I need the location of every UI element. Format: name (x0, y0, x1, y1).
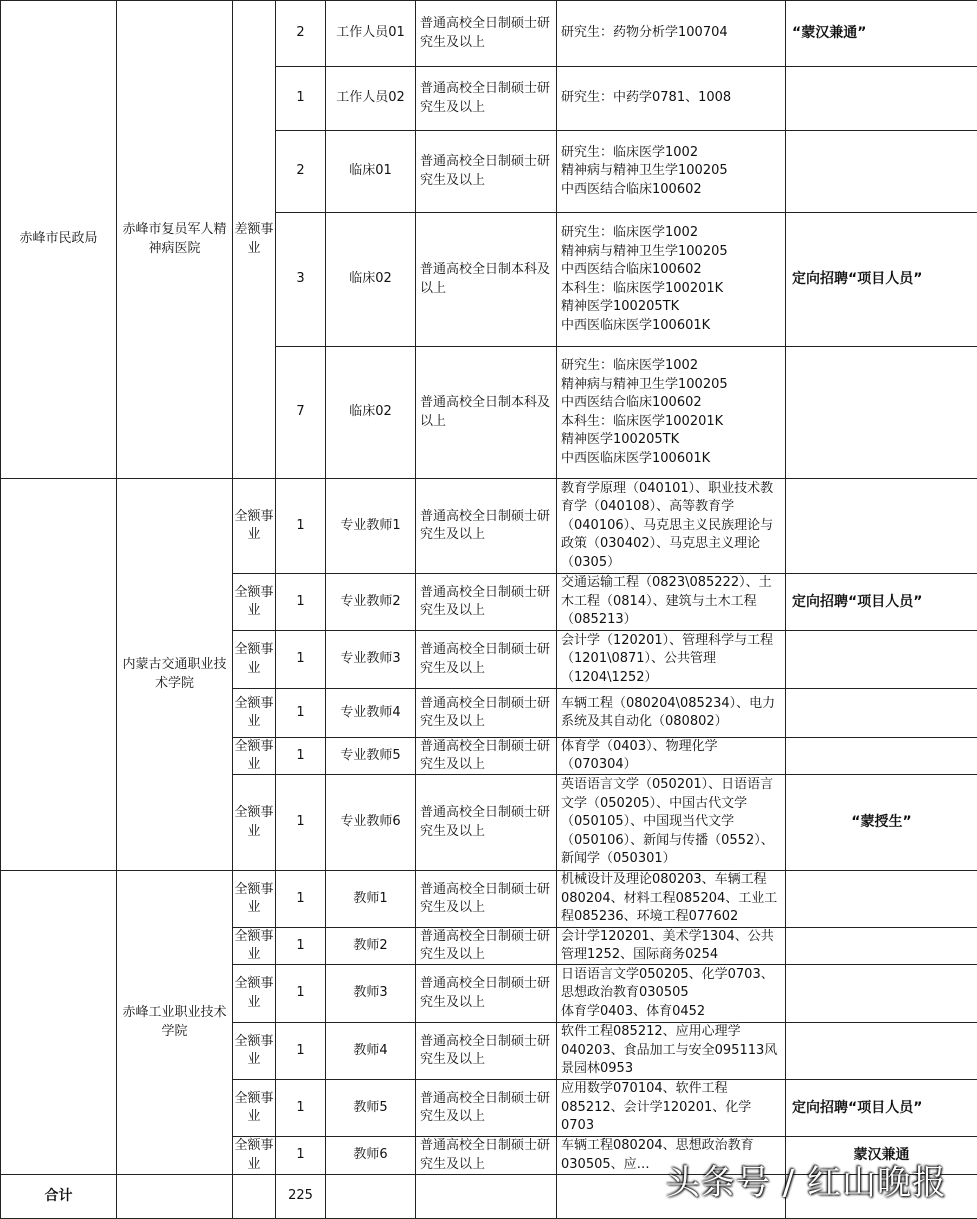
type-cell (232, 964, 276, 1023)
major-cell-text: 教育学原理（040101）、职业技术教育学（040108）、高等教育学（040106）、马克思主义民族理论与政策（030402）、马克思主义理论（0305） (561, 480, 774, 570)
count-cell-text: 1 (296, 1099, 305, 1115)
count-cell-text: 1 (296, 90, 305, 106)
major-cell (556, 212, 786, 347)
count-cell-text: 1 (296, 890, 305, 906)
watermark: 头条号 / 红山晚报 (665, 1163, 947, 1203)
position-cell (325, 688, 416, 738)
education-cell (415, 1022, 557, 1080)
position-cell (325, 737, 416, 775)
count-cell (275, 478, 326, 574)
count-cell-text: 1 (296, 1147, 305, 1163)
unit-cell-text: 内蒙古交通职业技术学院 (122, 657, 227, 691)
major-cell-text: 体育学（0403）、物理化学（070304） (561, 738, 718, 772)
education-cell-text: 普通高校全日制硕士研究生及以上 (420, 1090, 551, 1124)
education-cell-text: 普通高校全日制硕士研究生及以上 (420, 976, 551, 1010)
count-cell (275, 774, 326, 871)
position-cell (325, 630, 416, 689)
count-cell (275, 130, 326, 213)
note-cell-text: 定向招聘“项目人员” (792, 271, 923, 288)
note-cell (785, 870, 977, 928)
education-cell-text: 普通高校全日制本科及以上 (420, 395, 551, 429)
type-cell-text: 全额事业 (234, 642, 274, 676)
count-cell (275, 870, 326, 928)
position-cell (325, 927, 416, 965)
major-cell-text: 研究生：临床医学1002 精神病与精神卫生学100205 中西医结合临床100602 (561, 144, 728, 197)
type-cell-text: 全额事业 (234, 1090, 274, 1124)
position-cell-text: 教师2 (353, 937, 388, 953)
position-cell-text: 专业教师5 (340, 747, 401, 763)
major-cell (556, 630, 786, 689)
type-cell-text: 全额事业 (234, 584, 274, 618)
type-cell (232, 0, 276, 479)
education-cell (415, 573, 557, 631)
major-cell (556, 737, 786, 775)
major-cell (556, 870, 786, 928)
education-cell (415, 346, 557, 479)
type-cell-text: 全额事业 (234, 881, 274, 915)
unit-cell-text: 赤峰市复员军人精神病医院 (122, 222, 227, 256)
count-cell-text: 1 (296, 593, 305, 609)
count-cell (275, 0, 326, 67)
major-cell (556, 0, 786, 67)
major-cell-text: 交通运输工程（0823\085222）、土木工程（0814）、建筑与土木工程（085213） (561, 575, 772, 628)
type-cell (232, 927, 276, 965)
count-cell-text: 1 (296, 747, 305, 763)
type-cell-text: 全额事业 (234, 1138, 274, 1172)
count-cell-text: 7 (296, 404, 305, 420)
type-cell (232, 870, 276, 928)
type-cell (232, 1079, 276, 1137)
education-cell-text: 普通高校全日制本科及以上 (420, 262, 551, 296)
major-cell (556, 346, 786, 479)
education-cell (415, 737, 557, 775)
position-cell (325, 573, 416, 631)
count-cell-text: 1 (296, 704, 305, 720)
note-cell (785, 0, 977, 67)
major-cell (556, 774, 786, 871)
major-cell-text: 研究生：临床医学1002 精神病与精神卫生学100205 中西医结合临床100602 本科生：临床医学100201K 精神医学100205TK 中西医临床医学100601K (561, 358, 728, 466)
education-cell-text: 普通高校全日制硕士研究生及以上 (420, 695, 551, 729)
position-cell-text: 教师6 (353, 1147, 388, 1163)
position-cell-text: 工作人员01 (336, 25, 405, 41)
type-cell (232, 478, 276, 574)
type-cell-text: 全额事业 (234, 695, 274, 729)
count-cell (275, 66, 326, 131)
major-cell (556, 66, 786, 131)
position-cell (325, 346, 416, 479)
note-cell-text: 定向招聘“项目人员” (792, 1099, 923, 1116)
education-cell-text: 普通高校全日制硕士研究生及以上 (420, 154, 551, 188)
major-cell-text: 车辆工程080204、思想政治教育030505、应… (561, 1138, 754, 1172)
type-cell-text: 全额事业 (234, 738, 274, 772)
position-cell-text: 临床02 (349, 404, 392, 420)
note-cell (785, 737, 977, 775)
note-cell (785, 1079, 977, 1137)
major-cell-text: 英语语言文学（050201）、日语语言文学（050205）、中国古代文学（050105）、中国现当代文学（050106）、新闻与传播（0552）、新闻学（050301） (561, 777, 774, 867)
note-cell-text: “蒙汉兼通” (792, 25, 867, 42)
note-cell (785, 130, 977, 213)
education-cell-text: 普通高校全日制硕士研究生及以上 (420, 508, 551, 542)
total-empty (415, 1174, 557, 1219)
total-label-text: 合计 (44, 1188, 73, 1205)
count-cell-text: 1 (296, 517, 305, 533)
dept-cell-text: 赤峰市民政局 (19, 231, 98, 247)
position-cell-text: 工作人员02 (336, 90, 405, 106)
major-cell (556, 1022, 786, 1080)
position-cell-text: 教师5 (353, 1099, 388, 1115)
major-cell (556, 130, 786, 213)
education-cell (415, 66, 557, 131)
count-cell (275, 346, 326, 479)
education-cell-text: 普通高校全日制硕士研究生及以上 (420, 81, 551, 115)
note-cell-text: 定向招聘“项目人员” (792, 593, 923, 610)
education-cell-text: 普通高校全日制硕士研究生及以上 (420, 881, 551, 915)
count-cell (275, 1136, 326, 1175)
total-label (0, 1174, 117, 1219)
note-cell (785, 66, 977, 131)
education-cell-text: 普通高校全日制硕士研究生及以上 (420, 928, 551, 962)
count-cell (275, 737, 326, 775)
count-cell (275, 688, 326, 738)
education-cell (415, 964, 557, 1023)
count-cell-text: 1 (296, 814, 305, 830)
major-cell-text: 会计学120201、美术学1304、公共管理1252、国际商务0254 (561, 928, 774, 962)
note-cell (785, 573, 977, 631)
note-cell (785, 774, 977, 871)
unit-cell (116, 478, 233, 871)
count-cell-text: 1 (296, 651, 305, 667)
position-cell-text: 教师3 (353, 985, 388, 1001)
count-cell (275, 1079, 326, 1137)
position-cell-text: 专业教师1 (340, 517, 401, 533)
position-cell-text: 专业教师2 (340, 593, 401, 609)
type-cell (232, 1022, 276, 1080)
education-cell (415, 1079, 557, 1137)
note-cell (785, 1022, 977, 1080)
position-cell-text: 专业教师3 (340, 651, 401, 667)
education-cell (415, 927, 557, 965)
type-cell (232, 737, 276, 775)
total-empty (116, 1174, 233, 1219)
education-cell (415, 0, 557, 67)
count-cell (275, 630, 326, 689)
dept-cell (0, 870, 117, 1175)
unit-cell (116, 0, 233, 479)
major-cell (556, 964, 786, 1023)
dept-cell (0, 478, 117, 871)
type-cell (232, 630, 276, 689)
note-cell (785, 212, 977, 347)
major-cell-text: 会计学（120201）、管理科学与工程（1201\0871）、公共管理（1204\1252） (561, 632, 774, 685)
note-cell (785, 927, 977, 965)
unit-cell (116, 870, 233, 1175)
total-empty (232, 1174, 276, 1219)
major-cell (556, 927, 786, 965)
education-cell-text: 普通高校全日制硕士研究生及以上 (420, 1138, 551, 1172)
education-cell-text: 普通高校全日制硕士研究生及以上 (420, 16, 551, 50)
count-cell (275, 212, 326, 347)
position-cell-text: 专业教师4 (340, 704, 401, 720)
major-cell-text: 研究生：药物分析学100704 (561, 25, 728, 41)
type-cell-text: 全额事业 (234, 805, 274, 839)
position-cell (325, 1079, 416, 1137)
position-cell-text: 专业教师6 (340, 814, 401, 830)
major-cell-text: 软件工程085212、应用心理学040203、食品加工与安全095113风景园林0953 (561, 1024, 778, 1077)
education-cell (415, 478, 557, 574)
position-cell (325, 478, 416, 574)
education-cell (415, 1136, 557, 1175)
count-cell (275, 964, 326, 1023)
type-cell-text: 全额事业 (234, 928, 274, 962)
position-cell (325, 0, 416, 67)
type-cell-text: 全额事业 (234, 1033, 274, 1067)
position-cell (325, 774, 416, 871)
note-cell (785, 346, 977, 479)
count-cell-text: 2 (296, 163, 305, 179)
count-cell-text: 1 (296, 985, 305, 1001)
position-cell (325, 212, 416, 347)
position-cell (325, 964, 416, 1023)
note-cell-text: “蒙授生” (851, 814, 912, 831)
education-cell (415, 774, 557, 871)
major-cell-text: 日语语言文学050205、化学0703、思想政治教育030505 体育学0403、体育0452 (561, 966, 774, 1019)
count-cell-text: 2 (296, 25, 305, 41)
note-cell (785, 478, 977, 574)
count-cell-text: 3 (296, 271, 305, 287)
total-count (275, 1174, 326, 1219)
major-cell (556, 573, 786, 631)
count-cell-text: 1 (296, 937, 305, 953)
unit-cell-text: 赤峰工业职业技术学院 (122, 1005, 227, 1039)
note-cell-text: 蒙汉兼通 (853, 1147, 910, 1164)
major-cell-text: 机械设计及理论080203、车辆工程080204、材料工程085204、工业工程085236、环境工程077602 (561, 872, 778, 925)
note-cell (785, 688, 977, 738)
major-cell-text: 车辆工程（080204\085234）、电力系统及其自动化（080802） (561, 695, 776, 729)
count-cell-text: 1 (296, 1042, 305, 1058)
type-cell (232, 688, 276, 738)
count-cell (275, 1022, 326, 1080)
total-count-text: 225 (288, 1188, 313, 1204)
position-cell-text: 教师4 (353, 1042, 388, 1058)
position-cell (325, 1022, 416, 1080)
position-cell-text: 临床01 (349, 163, 392, 179)
education-cell-text: 普通高校全日制硕士研究生及以上 (420, 1033, 551, 1067)
position-cell (325, 870, 416, 928)
type-cell (232, 573, 276, 631)
education-cell (415, 630, 557, 689)
education-cell-text: 普通高校全日制硕士研究生及以上 (420, 738, 551, 772)
education-cell-text: 普通高校全日制硕士研究生及以上 (420, 642, 551, 676)
position-cell-text: 教师1 (353, 890, 388, 906)
type-cell-text: 差额事业 (234, 222, 274, 256)
major-cell (556, 688, 786, 738)
major-cell-text: 研究生：中药学0781、1008 (561, 90, 732, 106)
count-cell (275, 927, 326, 965)
note-cell (785, 630, 977, 689)
education-cell (415, 688, 557, 738)
major-cell-text: 研究生：临床医学1002 精神病与精神卫生学100205 中西医结合临床100602 本科生：临床医学100201K 精神医学100205TK 中西医临床医学100601K (561, 225, 728, 333)
position-cell-text: 临床02 (349, 271, 392, 287)
type-cell-text: 全额事业 (234, 976, 274, 1010)
type-cell-text: 全额事业 (234, 508, 274, 542)
education-cell-text: 普通高校全日制硕士研究生及以上 (420, 584, 551, 618)
note-cell (785, 964, 977, 1023)
position-cell (325, 1136, 416, 1175)
dept-cell (0, 0, 117, 479)
education-cell (415, 130, 557, 213)
type-cell (232, 1136, 276, 1175)
major-cell-text: 应用数学070104、软件工程085212、会计学120201、化学0703 (561, 1081, 752, 1134)
education-cell-text: 普通高校全日制硕士研究生及以上 (420, 805, 551, 839)
type-cell (232, 774, 276, 871)
major-cell (556, 478, 786, 574)
education-cell (415, 870, 557, 928)
position-cell (325, 130, 416, 213)
position-cell (325, 66, 416, 131)
count-cell (275, 573, 326, 631)
major-cell (556, 1079, 786, 1137)
education-cell (415, 212, 557, 347)
total-empty (325, 1174, 416, 1219)
